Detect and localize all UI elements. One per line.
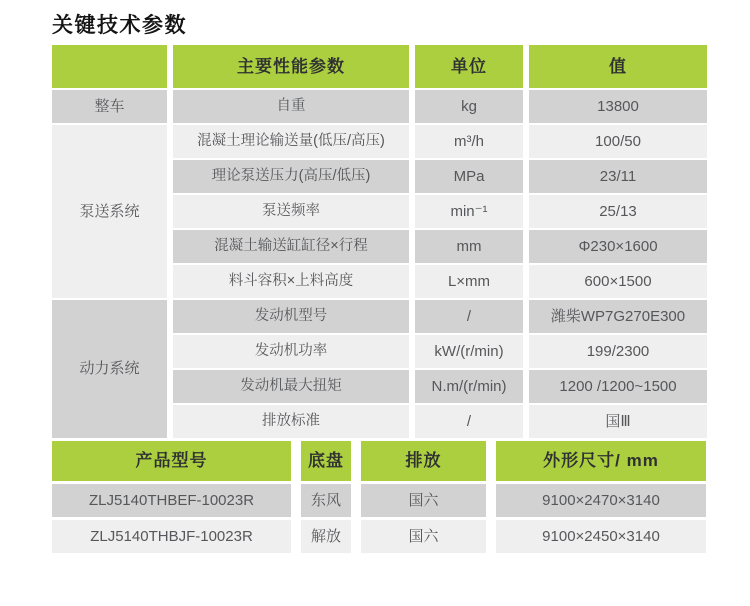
spec-unit-cell: min⁻¹	[415, 195, 523, 228]
page-title: 关键技术参数	[52, 14, 187, 37]
spec-value-cell: 25/13	[529, 195, 707, 228]
spec-value-cell: 600×1500	[529, 265, 707, 298]
model-table	[52, 441, 706, 553]
spec-value-cell: 国Ⅲ	[529, 405, 707, 438]
spec-table	[52, 45, 707, 438]
dimensions-cell: 9100×2450×3140	[496, 520, 706, 553]
spec-param-cell: 发动机最大扭矩	[173, 370, 409, 403]
spec-unit-cell: MPa	[415, 160, 523, 193]
model-header-model: 产品型号	[52, 441, 291, 481]
spec-value-cell: 100/50	[529, 125, 707, 158]
model-header-chassis: 底盘	[301, 441, 351, 481]
spec-param-cell: 混凝土理论输送量(低压/高压)	[173, 125, 409, 158]
spec-unit-cell: mm	[415, 230, 523, 263]
spec-value-cell: 23/11	[529, 160, 707, 193]
spec-unit-cell: N.m/(r/min)	[415, 370, 523, 403]
spec-unit-cell: kg	[415, 90, 523, 123]
spec-unit-cell: L×mm	[415, 265, 523, 298]
spec-unit-cell: /	[415, 300, 523, 333]
model-name-cell: ZLJ5140THBJF-10023R	[52, 520, 291, 553]
spec-group-cell: 动力系统	[52, 300, 167, 438]
spec-unit-cell: m³/h	[415, 125, 523, 158]
model-header-dimensions: 外形尺寸/ mm	[496, 441, 706, 481]
spec-header-group	[52, 45, 167, 88]
spec-param-cell: 自重	[173, 90, 409, 123]
spec-param-cell: 理论泵送压力(高压/低压)	[173, 160, 409, 193]
spec-header-param: 主要性能参数	[173, 45, 409, 88]
spec-value-cell: 199/2300	[529, 335, 707, 368]
spec-group-cell: 整车	[52, 90, 167, 123]
emission-cell: 国六	[361, 484, 486, 517]
spec-value-cell: 13800	[529, 90, 707, 123]
dimensions-cell: 9100×2470×3140	[496, 484, 706, 517]
spec-group-cell: 泵送系统	[52, 125, 167, 298]
model-name-cell: ZLJ5140THBEF-10023R	[52, 484, 291, 517]
spec-param-cell: 发动机型号	[173, 300, 409, 333]
model-header-emission: 排放	[361, 441, 486, 481]
spec-param-cell: 料斗容积×上料高度	[173, 265, 409, 298]
spec-header-value: 值	[529, 45, 707, 88]
spec-param-cell: 发动机功率	[173, 335, 409, 368]
spec-header-unit: 单位	[415, 45, 523, 88]
spec-param-cell: 排放标准	[173, 405, 409, 438]
spec-value-cell: Φ230×1600	[529, 230, 707, 263]
chassis-cell: 东风	[301, 484, 351, 517]
spec-unit-cell: kW/(r/min)	[415, 335, 523, 368]
spec-param-cell: 泵送频率	[173, 195, 409, 228]
spec-param-cell: 混凝土输送缸缸径×行程	[173, 230, 409, 263]
emission-cell: 国六	[361, 520, 486, 553]
spec-value-cell: 潍柴WP7G270E300	[529, 300, 707, 333]
spec-unit-cell: /	[415, 405, 523, 438]
spec-value-cell: 1200 /1200~1500	[529, 370, 707, 403]
chassis-cell: 解放	[301, 520, 351, 553]
